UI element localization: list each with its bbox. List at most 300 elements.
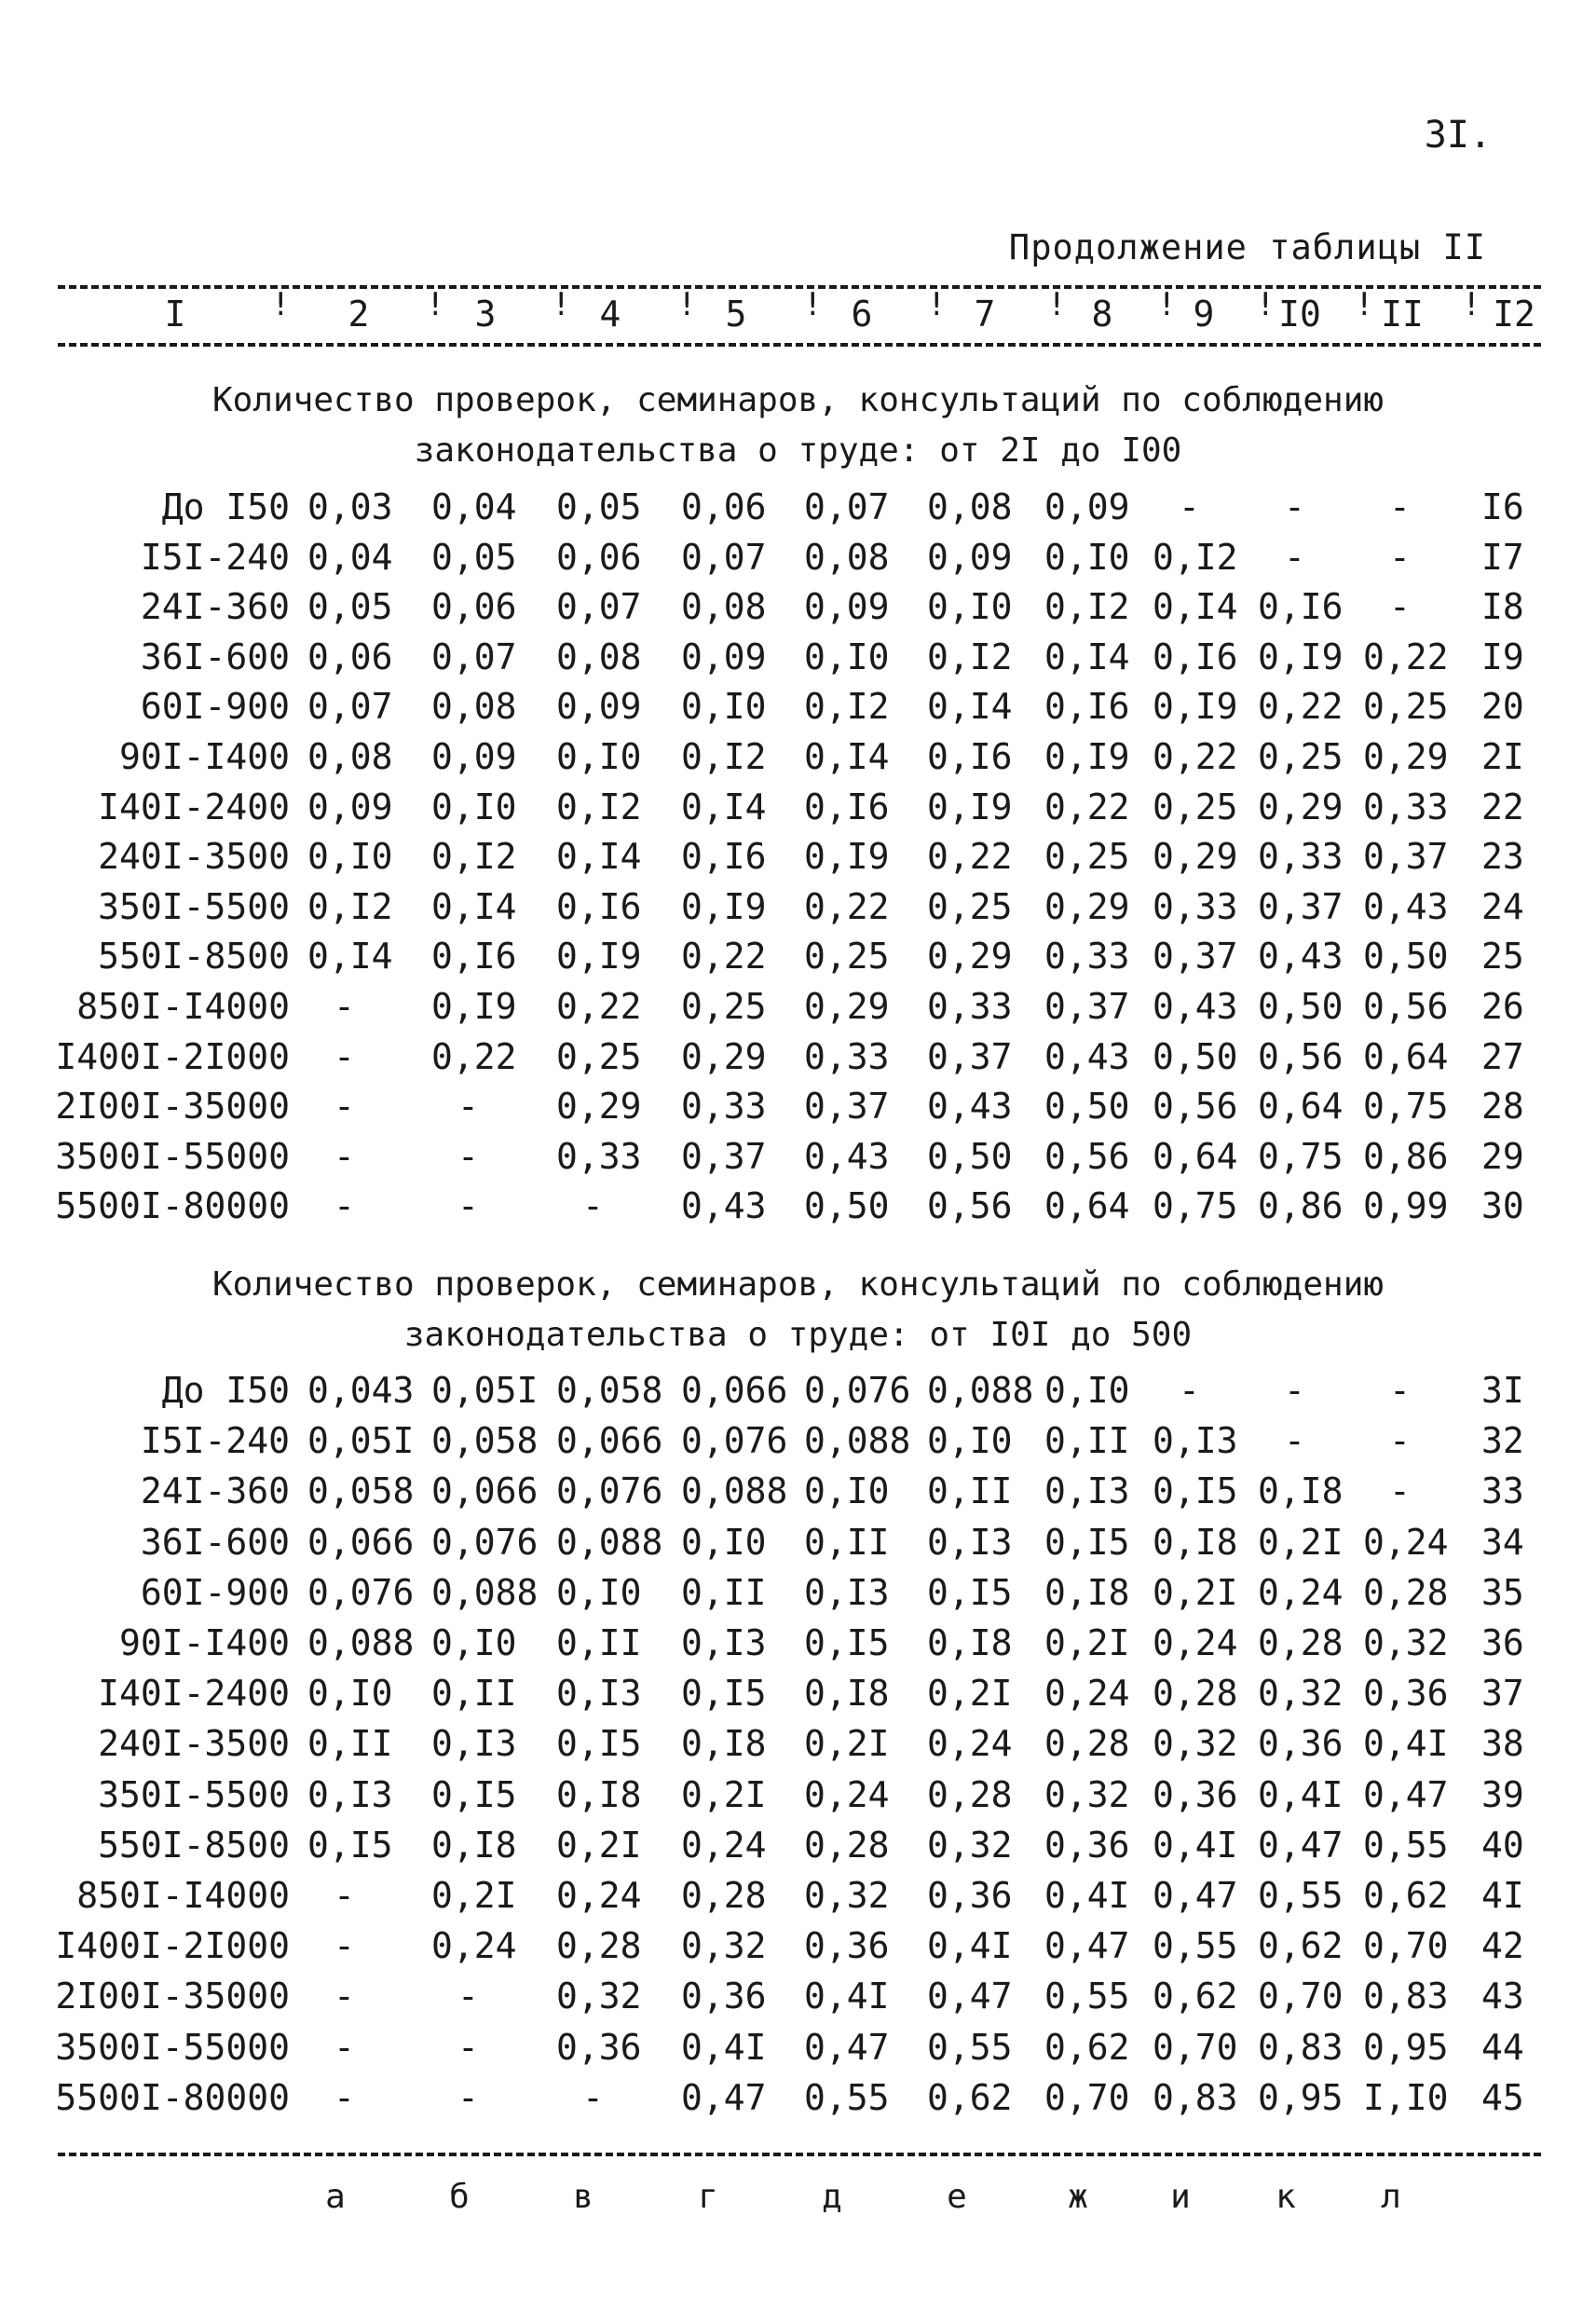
table-cell: 0,29	[1044, 885, 1130, 927]
column-header-cell: I0	[1278, 294, 1321, 335]
row-label: 90I-I400	[118, 1622, 290, 1663]
row-number: 3I	[1481, 1370, 1524, 1411]
section2-title-line1: Количество проверок, семинаров, консультаций по соблюдению	[211, 1265, 1385, 1304]
row-number: I6	[1481, 486, 1524, 527]
row-label: 60I-900	[140, 1571, 290, 1613]
table-cell: 0,I0	[307, 836, 393, 878]
table-cell: 0,I0	[1044, 1370, 1130, 1411]
section1-title-line1: Количество проверок, семинаров, консультаций по соблюдению	[211, 381, 1385, 419]
table-cell: 0,088	[556, 1521, 663, 1563]
table-cell: -	[334, 986, 355, 1027]
table-cell: 0,56	[1258, 1035, 1344, 1077]
table-cell: 0,I2	[431, 836, 517, 878]
row-number: I8	[1481, 586, 1524, 628]
table-cell: 0,62	[1153, 1976, 1238, 2017]
table-cell: 0,07	[681, 536, 767, 578]
table-cell: 0,II	[431, 1673, 517, 1715]
table-cell: 0,I4	[1153, 586, 1238, 628]
table-cell: 0,II	[804, 1521, 890, 1563]
table-row	[0, 1723, 1596, 1773]
row-number: 27	[1481, 1035, 1524, 1077]
table-cell: 0,43	[1258, 936, 1344, 978]
table-cell: 0,29	[681, 1035, 767, 1077]
table-cell: 0,II	[1044, 1420, 1130, 1462]
row-label: 5500I-80000	[55, 2076, 290, 2118]
table-cell: 0,I6	[556, 885, 642, 927]
table-row	[0, 1925, 1596, 1976]
table-cell: -	[457, 1086, 479, 1128]
table-cell: 0,24	[927, 1723, 1013, 1765]
table-cell: 0,4I	[1258, 1773, 1344, 1815]
table-cell: 0,24	[804, 1773, 890, 1815]
row-number: 34	[1481, 1521, 1524, 1563]
table-cell: 0,II	[681, 1571, 767, 1613]
row-number: 26	[1481, 986, 1524, 1027]
table-row	[0, 586, 1596, 636]
table-cell: -	[1284, 536, 1305, 578]
table-cell: -	[1389, 1420, 1411, 1462]
row-number: 24	[1481, 885, 1524, 927]
column-header-cell: I	[164, 294, 186, 335]
row-number: I9	[1481, 636, 1524, 677]
table-cell: 0,058	[431, 1420, 539, 1462]
table-cell: 0,43	[927, 1086, 1013, 1128]
table-cell: 0,56	[1044, 1135, 1130, 1177]
table-cell: 0,36	[1153, 1773, 1238, 1815]
table-cell: 0,25	[681, 986, 767, 1027]
column-separator: !	[927, 286, 947, 323]
table-cell: 0,076	[681, 1420, 788, 1462]
table-row	[0, 736, 1596, 786]
row-label: 550I-8500	[98, 936, 290, 978]
column-letter: е	[947, 2178, 967, 2216]
table-cell: 0,50	[804, 1185, 890, 1227]
table-cell: 0,22	[681, 936, 767, 978]
column-header-cell: 5	[725, 294, 747, 335]
table-cell: 0,56	[927, 1185, 1013, 1227]
column-letter: и	[1170, 2178, 1191, 2216]
table-cell: 0,33	[1153, 885, 1238, 927]
table-cell: 0,076	[307, 1571, 415, 1613]
table-cell: 0,33	[1044, 936, 1130, 978]
table-cell: 0,22	[804, 885, 890, 927]
table-row	[0, 1825, 1596, 1875]
row-number: 45	[1481, 2076, 1524, 2118]
table-cell: 0,I8	[431, 1824, 517, 1866]
table-cell: 0,I8	[681, 1723, 767, 1765]
table-cell: 0,43	[1363, 885, 1449, 927]
row-label: 240I-3500	[98, 1723, 290, 1765]
row-label: 3500I-55000	[55, 1135, 290, 1177]
table-cell: 0,I3	[1153, 1420, 1238, 1462]
table-cell: 0,I0	[681, 686, 767, 728]
table-cell: 0,55	[804, 2076, 890, 2118]
table-cell: 0,47	[804, 2026, 890, 2068]
table-cell: 0,25	[804, 936, 890, 978]
table-cell: 0,I8	[556, 1773, 642, 1815]
table-cell: 0,47	[681, 2076, 767, 2118]
table-row	[0, 2077, 1596, 2127]
row-number: 35	[1481, 1571, 1524, 1613]
table-cell: 0,076	[431, 1521, 539, 1563]
row-label: 2I00I-35000	[55, 1086, 290, 1128]
table-cell: 0,I9	[556, 936, 642, 978]
table-cell: 0,I4	[804, 736, 890, 777]
table-cell: 0,55	[1363, 1824, 1449, 1866]
table-cell: -	[1389, 536, 1411, 578]
table-cell: 0,24	[431, 1925, 517, 1967]
table-cell: 0,4I	[1363, 1723, 1449, 1765]
table-cell: 0,24	[1363, 1521, 1449, 1563]
row-label: До I50	[161, 486, 290, 527]
table-cell: 0,2I	[1258, 1521, 1344, 1563]
column-separator: !	[426, 286, 445, 323]
table-cell: 0,33	[681, 1086, 767, 1128]
table-cell: -	[1389, 486, 1411, 527]
table-cell: 0,09	[804, 586, 890, 628]
table-cell: 0,55	[1153, 1925, 1238, 1967]
table-cell: 0,08	[804, 536, 890, 578]
row-number: 38	[1481, 1723, 1524, 1765]
table-cell: 0,088	[307, 1622, 415, 1663]
table-cell: 0,I2	[307, 885, 393, 927]
table-cell: 0,37	[1153, 936, 1238, 978]
table-cell: 0,28	[1044, 1723, 1130, 1765]
table-cell: 0,I2	[556, 786, 642, 827]
table-cell: 0,62	[1363, 1875, 1449, 1916]
table-cell: -	[1179, 486, 1200, 527]
row-label: 850I-I4000	[76, 986, 290, 1027]
table-cell: -	[457, 2076, 479, 2118]
table-row	[0, 1420, 1596, 1470]
table-cell: 0,70	[1363, 1925, 1449, 1967]
table-cell: -	[334, 1135, 355, 1177]
table-cell: 0,56	[1153, 1086, 1238, 1128]
column-header-cell: 9	[1193, 294, 1215, 335]
table-row	[0, 486, 1596, 537]
table-cell: 0,25	[1044, 836, 1130, 878]
table-cell: I,I0	[1363, 2076, 1449, 2118]
table-cell: 0,09	[307, 786, 393, 827]
table-cell: 0,28	[927, 1773, 1013, 1815]
row-number: 23	[1481, 836, 1524, 878]
table-cell: 0,55	[1044, 1976, 1130, 2017]
table-cell: 0,I3	[1044, 1470, 1130, 1512]
table-cell: 0,75	[1153, 1185, 1238, 1227]
table-cell: 0,24	[681, 1824, 767, 1866]
table-cell: 0,32	[1153, 1723, 1238, 1765]
table-cell: 0,04	[307, 536, 393, 578]
table-cell: 0,95	[1363, 2026, 1449, 2068]
column-separator: !	[271, 286, 291, 323]
table-cell: 0,09	[1044, 486, 1130, 527]
row-label: 3500I-55000	[55, 2026, 290, 2068]
row-number: 43	[1481, 1976, 1524, 2017]
table-row	[0, 1370, 1596, 1420]
table-cell: 0,I2	[681, 736, 767, 777]
table-cell: 0,32	[1363, 1622, 1449, 1663]
table-row	[0, 1572, 1596, 1622]
table-cell: 0,62	[1258, 1925, 1344, 1967]
row-label: 90I-I400	[118, 736, 290, 777]
table-cell: 0,32	[556, 1976, 642, 2017]
table-cell: 0,076	[804, 1370, 911, 1411]
table-cell: 0,29	[556, 1086, 642, 1128]
table-cell: 0,37	[681, 1135, 767, 1177]
column-letter: в	[573, 2178, 593, 2216]
row-label: I40I-2400	[98, 786, 290, 827]
table-cell: 0,08	[681, 586, 767, 628]
table-cell: 0,50	[1363, 936, 1449, 978]
table-cell: 0,I5	[681, 1673, 767, 1715]
table-cell: -	[334, 2026, 355, 2068]
table-cell: 0,28	[556, 1925, 642, 1967]
table-cell: 0,I0	[307, 1673, 393, 1715]
table-cell: 0,09	[681, 636, 767, 677]
table-cell: 0,I5	[804, 1622, 890, 1663]
table-cell: 0,07	[556, 586, 642, 628]
table-cell: 0,05I	[431, 1370, 539, 1411]
section1-title	[0, 376, 1596, 476]
table-cell: 0,33	[927, 986, 1013, 1027]
table-cell: 0,I9	[804, 836, 890, 878]
column-header-cell: 8	[1091, 294, 1113, 335]
table-cell: 0,I5	[1153, 1470, 1238, 1512]
table-cell: 0,088	[927, 1370, 1034, 1411]
row-label: 5500I-80000	[55, 1185, 290, 1227]
table-cell: 0,50	[927, 1135, 1013, 1177]
table-cell: 0,I3	[431, 1723, 517, 1765]
section2-title	[0, 1260, 1596, 1361]
table-cell: 0,058	[556, 1370, 663, 1411]
table-cell: 0,2I	[431, 1875, 517, 1916]
column-letter: а	[325, 2178, 346, 2216]
table-cell: 0,I9	[1044, 736, 1130, 777]
table-cell: 0,I0	[681, 1521, 767, 1563]
table-cell: 0,24	[556, 1875, 642, 1916]
table-cell: 0,64	[1153, 1135, 1238, 1177]
table-cell: 0,22	[1044, 786, 1130, 827]
table-cell: -	[334, 1925, 355, 1967]
column-separator: !	[1047, 286, 1067, 323]
table-cell: 0,50	[1153, 1035, 1238, 1077]
row-number: 33	[1481, 1470, 1524, 1512]
table-cell: 0,64	[1363, 1035, 1449, 1077]
column-separator: !	[677, 286, 697, 323]
table-cell: 0,4I	[1153, 1824, 1238, 1866]
column-header-cell: 4	[599, 294, 621, 335]
table-cell: 0,37	[1363, 836, 1449, 878]
column-separator: !	[803, 286, 823, 323]
row-number: 30	[1481, 1185, 1524, 1227]
table-cell: 0,I9	[681, 885, 767, 927]
table-cell: 0,09	[556, 686, 642, 728]
table-cell: 0,I9	[1258, 636, 1344, 677]
table-cell: 0,99	[1363, 1185, 1449, 1227]
table-cell: 0,29	[1258, 786, 1344, 827]
table-cell: 0,4I	[804, 1976, 890, 2017]
table-row	[0, 1470, 1596, 1521]
row-label: I5I-240	[140, 536, 290, 578]
table-cell: 0,62	[927, 2076, 1013, 2118]
table-cell: 0,25	[1258, 736, 1344, 777]
table-cell: 0,33	[804, 1035, 890, 1077]
column-header-cell: 6	[851, 294, 873, 335]
row-number: 4I	[1481, 1875, 1524, 1916]
table-cell: 0,2I	[1153, 1571, 1238, 1613]
table-cell: 0,22	[927, 836, 1013, 878]
table-cell: 0,076	[556, 1470, 663, 1512]
row-number: 44	[1481, 2026, 1524, 2068]
table-cell: 0,088	[431, 1571, 539, 1613]
table-cell: 0,37	[804, 1086, 890, 1128]
table-cell: 0,75	[1363, 1086, 1449, 1128]
table-cell: -	[334, 1086, 355, 1128]
table-cell: 0,4I	[1044, 1875, 1130, 1916]
table-cell: 0,I8	[804, 1673, 890, 1715]
row-label: 2I00I-35000	[55, 1976, 290, 2017]
column-separator: !	[1462, 286, 1481, 323]
table-cell: 0,28	[1153, 1673, 1238, 1715]
table-cell: 0,08	[431, 686, 517, 728]
table-cell: 0,06	[431, 586, 517, 628]
table-cell: -	[1284, 1370, 1305, 1411]
table-cell: 0,70	[1153, 2026, 1238, 2068]
row-number: 40	[1481, 1824, 1524, 1866]
table-cell: 0,86	[1363, 1135, 1449, 1177]
table-cell: 0,24	[1258, 1571, 1344, 1613]
table-cell: 0,70	[1044, 2076, 1130, 2118]
table-cell: 0,II	[307, 1723, 393, 1765]
table-cell: -	[334, 1185, 355, 1227]
column-letter: к	[1275, 2178, 1296, 2216]
table-cell: 0,32	[804, 1875, 890, 1916]
table-row	[0, 986, 1596, 1036]
table-cell: 0,62	[1044, 2026, 1130, 2068]
table-cell: 0,II	[556, 1622, 642, 1663]
table-cell: 0,II	[927, 1470, 1013, 1512]
column-letter: л	[1381, 2178, 1401, 2216]
table-cell: 0,I6	[1153, 636, 1238, 677]
row-label: 24I-360	[140, 586, 290, 628]
table-cell: 0,05I	[307, 1420, 415, 1462]
table-cell: 0,03	[307, 486, 393, 527]
table-cell: 0,07	[431, 636, 517, 677]
table-cell: -	[334, 1875, 355, 1916]
table-cell: 0,I3	[307, 1773, 393, 1815]
table-row	[0, 1622, 1596, 1673]
table-cell: -	[1179, 1370, 1200, 1411]
table-cell: 0,50	[1258, 986, 1344, 1027]
table-continuation-caption: Продолжение таблицы II	[1008, 227, 1486, 267]
table-cell: 0,33	[556, 1135, 642, 1177]
row-number: 22	[1481, 786, 1524, 827]
table-cell: 0,43	[681, 1185, 767, 1227]
table-cell: 0,70	[1258, 1976, 1344, 2017]
footer-top-rule	[58, 2153, 1541, 2156]
table-cell: 0,I6	[431, 936, 517, 978]
table-row	[0, 836, 1596, 886]
table-cell: 0,22	[1153, 736, 1238, 777]
table-cell: 0,I5	[307, 1824, 393, 1866]
table-cell: 0,33	[1363, 786, 1449, 827]
table-cell: 0,25	[1363, 686, 1449, 728]
table-cell: -	[1284, 1420, 1305, 1462]
row-number: I7	[1481, 536, 1524, 578]
table-cell: -	[457, 1185, 479, 1227]
table-cell: 0,08	[556, 636, 642, 677]
table-row	[0, 1875, 1596, 1925]
table-cell: 0,I8	[1044, 1571, 1130, 1613]
table-cell: 0,28	[1258, 1622, 1344, 1663]
table-cell: -	[457, 2026, 479, 2068]
table-cell: 0,I0	[431, 786, 517, 827]
table-cell: -	[582, 2076, 604, 2118]
row-label: До I50	[161, 1370, 290, 1411]
table-cell: 0,50	[1044, 1086, 1130, 1128]
table-cell: 0,95	[1258, 2076, 1344, 2118]
table-cell: 0,05	[556, 486, 642, 527]
table-cell: 0,83	[1258, 2026, 1344, 2068]
row-label: I40I-2400	[98, 1673, 290, 1715]
table-cell: 0,29	[927, 936, 1013, 978]
table-cell: 0,32	[1258, 1673, 1344, 1715]
section2-title-line2: законодательства о труде: от I0I до 500	[403, 1316, 1193, 1354]
column-header-cell: 7	[974, 294, 996, 335]
row-label: 60I-900	[140, 686, 290, 728]
table-cell: 0,05	[307, 586, 393, 628]
table-cell: 0,I9	[1153, 686, 1238, 728]
table-row	[0, 537, 1596, 587]
table-cell: 0,I5	[556, 1723, 642, 1765]
table-cell: 0,36	[556, 2026, 642, 2068]
table-row	[0, 1036, 1596, 1087]
table-cell: 0,47	[1363, 1773, 1449, 1815]
column-number-header	[0, 286, 1596, 340]
table-cell: -	[457, 1976, 479, 2017]
row-label: 350I-5500	[98, 1773, 290, 1815]
table-cell: 0,I4	[1044, 636, 1130, 677]
table-cell: 0,I6	[804, 786, 890, 827]
table-cell: 0,06	[307, 636, 393, 677]
table-cell: 0,08	[927, 486, 1013, 527]
table-cell: 0,058	[307, 1470, 415, 1512]
table-cell: 0,I2	[1153, 536, 1238, 578]
table-row	[0, 1522, 1596, 1572]
table-cell: 0,I4	[307, 936, 393, 978]
table-cell: 0,I8	[927, 1622, 1013, 1663]
table-cell: 0,2I	[681, 1773, 767, 1815]
table-cell: 0,I5	[431, 1773, 517, 1815]
table-cell: -	[334, 1035, 355, 1077]
table-cell: 0,I9	[927, 786, 1013, 827]
table-row	[0, 1185, 1596, 1236]
table-cell: 0,37	[927, 1035, 1013, 1077]
table-cell: 0,I3	[804, 1571, 890, 1613]
table-cell: 0,33	[1258, 836, 1344, 878]
table-cell: 0,43	[1044, 1035, 1130, 1077]
table-cell: -	[334, 2076, 355, 2118]
row-number: 39	[1481, 1773, 1524, 1815]
table-cell: 0,22	[431, 1035, 517, 1077]
table-cell: 0,I0	[927, 586, 1013, 628]
table-cell: 0,I0	[556, 736, 642, 777]
row-label: 850I-I4000	[76, 1875, 290, 1916]
table-cell: 0,066	[556, 1420, 663, 1462]
row-number: 42	[1481, 1925, 1524, 1967]
table-cell: 0,07	[804, 486, 890, 527]
table-cell: 0,04	[431, 486, 517, 527]
